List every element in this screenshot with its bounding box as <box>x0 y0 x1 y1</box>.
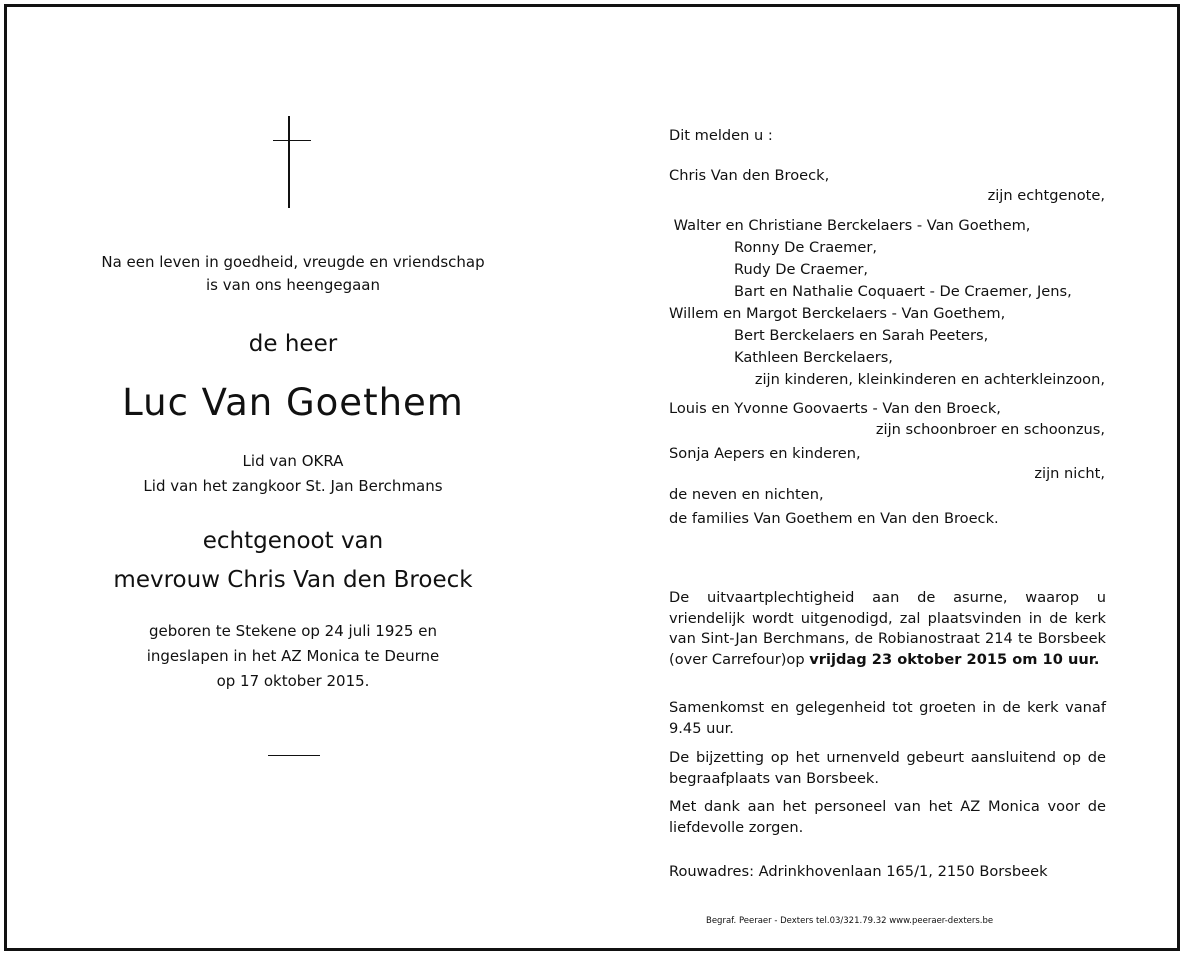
family-line-5: Willem en Margot Berckelaers - Van Goethem, <box>669 305 1006 322</box>
family-line-3: Rudy De Craemer, <box>734 261 869 278</box>
inlaw-entry: Louis en Yvonne Goovaerts - Van den Broeck, <box>669 400 1001 417</box>
spouse-role: zijn echtgenote, <box>987 187 1105 204</box>
membership-2: Lid van het zangkoor St. Jan Berchmans <box>143 477 443 495</box>
spouse-name: mevrouw Chris Van den Broeck <box>113 567 473 593</box>
ceremony-paragraph <box>669 588 1106 670</box>
intro-line-2: is van ons heengegaan <box>206 276 380 294</box>
burial-paragraph: De bijzetting op het urnenveld gebeurt aansluitend op de begraafplaats van Borsbeek. <box>669 749 1106 787</box>
death-place-line: ingeslapen in het AZ Monica te Deurne <box>146 647 440 665</box>
mourning-address: Rouwadres: Adrinkhovenlaan 165/1, 2150 Borsbeek <box>669 863 1048 880</box>
membership-1: Lid van OKRA <box>242 452 344 470</box>
cross-icon-bar <box>273 140 311 141</box>
cousins-entry: de neven en nichten, <box>669 486 824 503</box>
birth-line: geboren te Stekene op 24 juli 1925 en <box>149 622 437 640</box>
family-line-7: Kathleen Berckelaers, <box>734 349 893 366</box>
gathering-paragraph: Samenkomst en gelegenheid tot groeten in de kerk vanaf 9.45 uur. <box>669 699 1106 737</box>
announce-line: Dit melden u : <box>669 127 773 144</box>
inlaw-role: zijn schoonbroer en schoonzus, <box>875 421 1105 438</box>
thanks-paragraph: Met dank aan het personeel van het AZ Monica voor de liefdevolle zorgen. <box>669 798 1106 836</box>
family-line-1: Walter en Christiane Berckelaers - Van Goethem, <box>669 217 1031 234</box>
death-date-line: op 17 oktober 2015. <box>216 672 370 690</box>
honorific: de heer <box>248 331 338 357</box>
family-line-2: Ronny De Craemer, <box>734 239 877 256</box>
families-entry: de families Van Goethem en Van den Broeck. <box>669 510 999 527</box>
family-line-4: Bart en Nathalie Coquaert - De Craemer, Jens, <box>734 283 1072 300</box>
printer-footer: Begraf. Peeraer - Dexters tel.03/321.79.32 www.peeraer-dexters.be <box>706 916 994 926</box>
intro-line-1: Na een leven in goedheid, vreugde en vriendschap <box>101 253 485 271</box>
ceremony-text: De uitvaartplechtigheid aan de asurne, waarop u vriendelijk wordt uitgenodigd, zal plaatsvinden in de kerk van Sint-Jan Berchmans, de Robianostraat 214 te Borsbeek (over Carrefour)op <box>669 589 1106 668</box>
divider <box>268 755 320 756</box>
deceased-name: Luc Van Goethem <box>122 381 464 424</box>
spouse-entry: Chris Van den Broeck, <box>669 167 830 184</box>
niece-entry: Sonja Aepers en kinderen, <box>669 445 861 462</box>
ceremony-date: vrijdag 23 oktober 2015 om 10 uur. <box>809 650 1100 668</box>
cross-icon <box>288 116 290 208</box>
niece-role: zijn nicht, <box>1034 465 1105 482</box>
family-line-6: Bert Berckelaers en Sarah Peeters, <box>734 327 989 344</box>
family-role: zijn kinderen, kleinkinderen en achterkleinzoon, <box>754 371 1105 388</box>
spouse-of: echtgenoot van <box>202 528 384 554</box>
